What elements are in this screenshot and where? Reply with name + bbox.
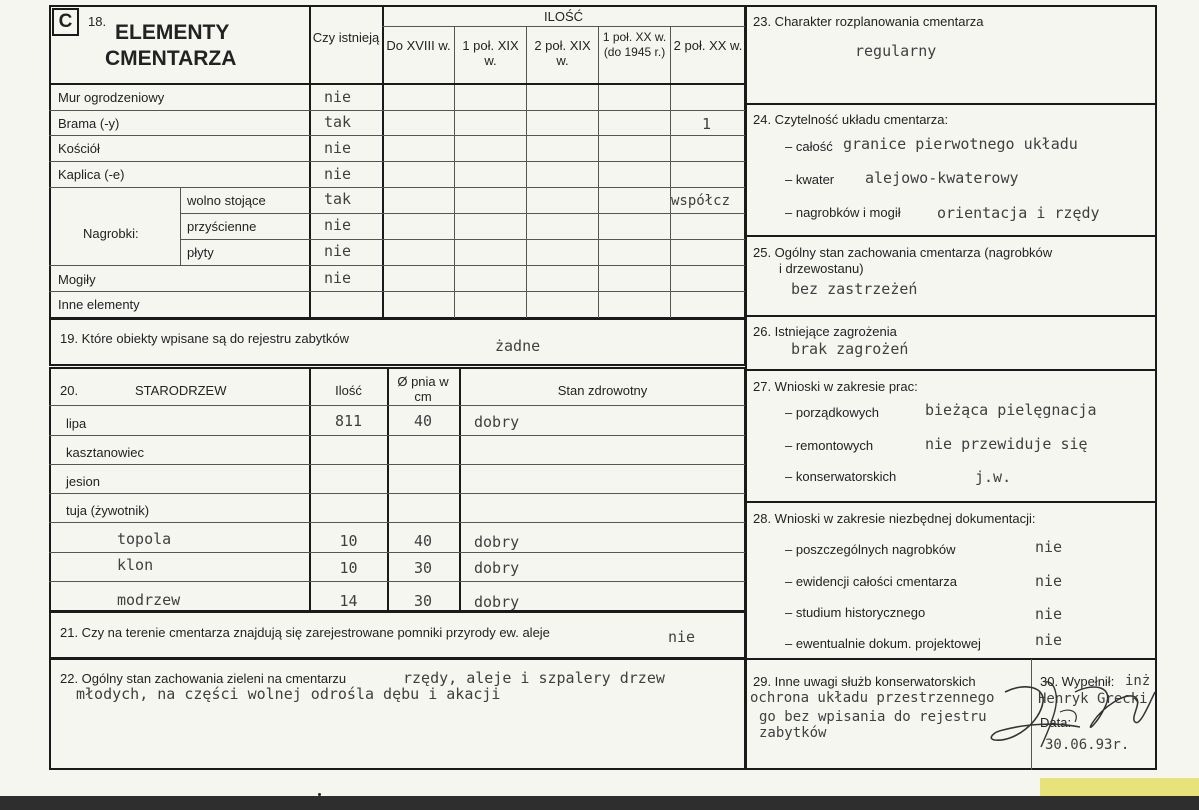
q29-answer-line3: zabytków: [759, 725, 827, 741]
trees-count-header: Ilość: [335, 383, 362, 398]
nagrobki-row-label: wolno stojące: [187, 193, 266, 208]
tree-name: lipa: [66, 416, 87, 431]
q28-item-label: – studium historycznego: [785, 605, 926, 620]
q28-item-label: – ewentualnie dokum. projektowej: [785, 636, 981, 651]
q30-name-prefix: inż: [1125, 673, 1151, 689]
signature-image: [985, 662, 1165, 757]
tree-health: dobry: [474, 559, 520, 577]
tree-health: dobry: [474, 413, 520, 431]
exists-column-header: Czy istnieją: [312, 30, 380, 45]
scan-dot: [318, 793, 321, 796]
q25-label-line2: i drzewostanu): [779, 261, 864, 276]
count-header: ILOŚĆ: [543, 9, 583, 24]
tree-diameter: 30: [413, 559, 433, 577]
row-label: Mogiły: [58, 272, 96, 287]
q27-item-label: – porządkowych: [785, 405, 879, 420]
q28-label: 28. Wnioski w zakresie niezbędnej dokumentacji:: [753, 511, 1036, 526]
q29-label: 29. Inne uwagi służb konserwatorskich: [753, 674, 976, 689]
row-value: nie: [324, 165, 352, 183]
q26-answer: brak zagrożeń: [791, 340, 909, 358]
q28-item-answer: nie: [1035, 605, 1063, 623]
nagrobki-row-value: nie: [324, 242, 352, 260]
nagrobki-row-value: tak: [324, 190, 352, 208]
period-header: 2 poł. XIX w.: [534, 38, 591, 68]
tree-name: tuja (żywotnik): [66, 503, 150, 518]
row-label: Inne elementy: [58, 297, 140, 312]
q27-item-answer: bieżąca pielęgnacja: [925, 401, 1097, 419]
tree-diameter: 40: [413, 412, 433, 430]
q20-title: STARODRZEW: [135, 383, 227, 398]
q28-item-answer: nie: [1035, 572, 1063, 590]
tree-name: klon: [117, 556, 154, 574]
q20-number: 20.: [60, 383, 79, 398]
q22-answer-line1: rzędy, aleje i szpalery drzew: [403, 669, 665, 687]
tree-count: 10: [339, 532, 358, 550]
tree-count: 14: [339, 592, 358, 610]
q24-item-answer: orientacja i rzędy: [937, 204, 1100, 222]
table-title-line2: CMENTARZA: [105, 47, 237, 70]
q30-label: 30. Wypełnił:: [1040, 674, 1115, 689]
q24-item-answer: alejowo-kwaterowy: [865, 169, 1019, 187]
q27-label: 27. Wnioski w zakresie prac:: [753, 379, 918, 394]
q25-label-line1: 25. Ogólny stan zachowania cmentarza (nagrobków: [753, 245, 1053, 260]
q25-answer: bez zastrzeżeń: [791, 280, 918, 298]
row-value: tak: [324, 113, 352, 131]
trees-diameter-header: Ø pnia w cm: [397, 374, 449, 404]
row-label: Kaplica (-e): [58, 167, 125, 182]
q27-item-label: – remontowych: [785, 438, 874, 453]
q21-label: 21. Czy na terenie cmentarza znajdują się zarejestrowane pomniki przyrody ew. aleje: [60, 625, 550, 640]
q28-item-label: – ewidencji całości cmentarza: [785, 574, 957, 589]
q23-label: 23. Charakter rozplanowania cmentarza: [753, 14, 984, 29]
q24-item-label: – całość: [785, 139, 833, 154]
tree-count: 10: [339, 559, 358, 577]
q24-item-label: – nagrobków i mogił: [785, 205, 901, 220]
row-label: Mur ogrodzeniowy: [58, 90, 165, 105]
q24-item-answer: granice pierwotnego układu: [843, 135, 1078, 153]
q24-item-label: – kwater: [785, 172, 835, 187]
q28-item-label: – poszczególnych nagrobków: [785, 542, 956, 557]
q29-answer-line2: go bez wpisania do rejestru: [759, 709, 987, 725]
q21-answer: nie: [668, 628, 696, 646]
q27-item-label: – konserwatorskich: [785, 469, 897, 484]
q22-label: 22. Ogólny stan zachowania zieleni na cmentarzu: [60, 671, 347, 686]
q23-answer: regularny: [855, 42, 937, 60]
q30-name: Henryk Grecki: [1038, 691, 1148, 707]
nagrobki-row-count: współcz: [671, 193, 731, 209]
row-count: 1: [702, 115, 712, 133]
row-value: nie: [324, 88, 352, 106]
trees-health-header: Stan zdrowotny: [557, 383, 648, 398]
row-value: nie: [324, 139, 352, 157]
nagrobki-label: Nagrobki:: [83, 226, 139, 241]
tree-name: topola: [117, 530, 172, 548]
q19-answer: żadne: [495, 337, 541, 355]
tree-count: 811: [334, 412, 363, 430]
q22-answer-line2: młodych, na części wolnej odrośla dębu i akacji: [76, 685, 501, 703]
question-number: 18.: [88, 14, 107, 29]
period-header: 2 poł. XX w.: [673, 38, 743, 53]
tree-name: kasztanowiec: [66, 445, 145, 460]
nagrobki-row-label: przyścienne: [187, 219, 257, 234]
row-value: nie: [324, 269, 352, 287]
section-letter: C: [58, 11, 73, 32]
period-header: 1 poł. XIX w.: [462, 38, 519, 68]
table-title-line1: ELEMENTY: [115, 21, 230, 44]
q30-date: 30.06.93r.: [1045, 737, 1130, 753]
scanner-background: [0, 796, 1199, 810]
period-header: 1 poł. XX w. (do 1945 r.): [602, 30, 667, 59]
row-label: Brama (-y): [58, 116, 120, 131]
q29-answer-line1: ochrona układu przestrzennego: [750, 690, 995, 706]
tree-health: dobry: [474, 593, 520, 611]
q28-item-answer: nie: [1035, 631, 1063, 649]
nagrobki-row-value: nie: [324, 216, 352, 234]
tree-name: modrzew: [117, 591, 181, 609]
q19-label: 19. Które obiekty wpisane są do rejestru zabytków: [60, 331, 350, 346]
period-header: Do XVIII w.: [386, 38, 451, 53]
q26-label: 26. Istniejące zagrożenia: [753, 324, 897, 339]
row-label: Kościół: [58, 141, 100, 156]
q24-label: 24. Czytelność układu cmentarza:: [753, 112, 949, 127]
nagrobki-row-label: płyty: [187, 245, 214, 260]
tree-health: dobry: [474, 533, 520, 551]
q27-item-answer: j.w.: [975, 468, 1012, 486]
q27-item-answer: nie przewiduje się: [925, 435, 1088, 453]
tree-name: jesion: [66, 474, 100, 489]
tree-diameter: 30: [413, 592, 433, 610]
q30-date-label: Data:: [1040, 715, 1072, 730]
tree-diameter: 40: [413, 532, 433, 550]
q28-item-answer: nie: [1035, 538, 1063, 556]
